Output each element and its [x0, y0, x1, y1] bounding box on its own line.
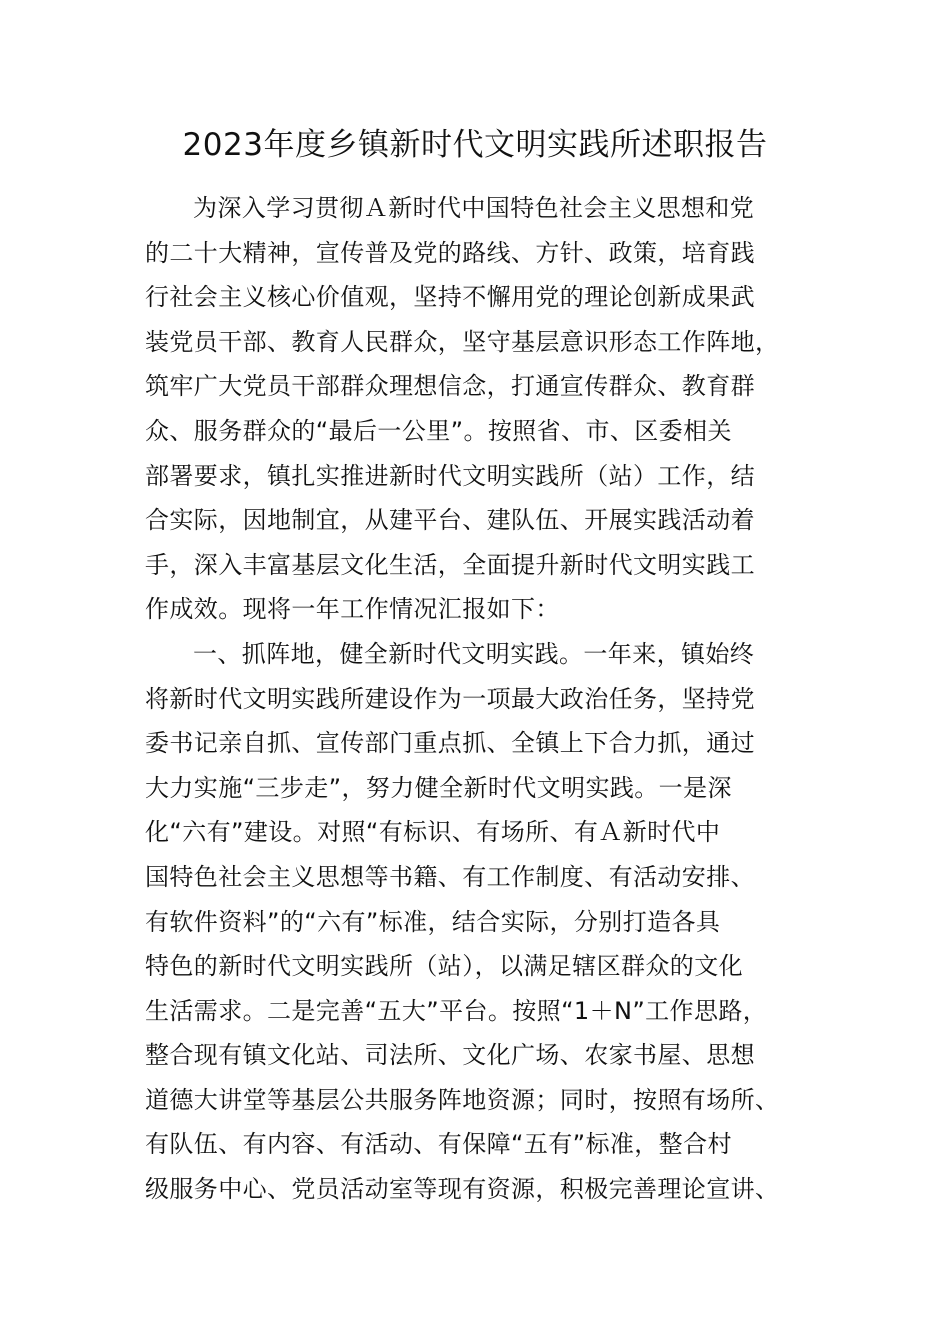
body-line: 特色的新时代文明实践所（站），以满足辖区群众的文化	[145, 952, 743, 981]
body-line: 化“六有”建设。对照“有标识、有场所、有Ａ新时代中	[145, 818, 721, 847]
body-line: 部署要求，镇扎实推进新时代文明实践所（站）工作，结	[145, 461, 755, 490]
body-line: 有软件资料”的“六有”标准，结合实际，分别打造各具	[145, 907, 721, 936]
body-line: 级服务中心、党员活动室等现有资源，积极完善理论宣讲、	[145, 1175, 780, 1204]
body-line: 手，深入丰富基层文化生活，全面提升新时代文明实践工	[145, 550, 755, 579]
body-line: 行社会主义核心价值观，坚持不懈用党的理论创新成果武	[145, 283, 755, 312]
body-line: 装党员干部、教育人民群众，坚守基层意识形态工作阵地，	[145, 327, 780, 356]
body-line: 众、服务群众的“最后一公里”。按照省、市、区委相关	[145, 416, 732, 445]
body-line: 将新时代文明实践所建设作为一项最大政治任务，坚持党	[145, 684, 755, 713]
body-line: 的二十大精神，宣传普及党的路线、方针、政策，培育践	[145, 238, 755, 267]
body-line: 为深入学习贯彻Ａ新时代中国特色社会主义思想和党	[193, 194, 755, 222]
body-line: 委书记亲自抓、宣传部门重点抓、全镇上下合力抓，通过	[145, 729, 755, 758]
document-body	[145, 186, 835, 1212]
body-line: 大力实施“三步走”，努力健全新时代文明实践。一是深	[145, 773, 732, 802]
body-line: 一、抓阵地，健全新时代文明实践。一年来，镇始终	[193, 639, 755, 668]
body-line: 道德大讲堂等基层公共服务阵地资源；同时，按照有场所、	[145, 1085, 780, 1114]
body-line: 国特色社会主义思想等书籍、有工作制度、有活动安排、	[145, 862, 755, 891]
document-title: 2023年度乡镇新时代文明实践所述职报告	[182, 127, 768, 163]
body-line: 合实际，因地制宜，从建平台、建队伍、开展实践活动着	[145, 506, 755, 535]
body-line: 作成效。现将一年工作情况汇报如下：	[145, 595, 560, 624]
body-line: 整合现有镇文化站、司法所、文化广场、农家书屋、思想	[145, 1041, 755, 1070]
body-line: 有队伍、有内容、有活动、有保障“五有”标准，整合村	[145, 1130, 732, 1159]
body-line: 生活需求。二是完善“五大”平台。按照“1＋N”工作思路，	[145, 996, 768, 1025]
body-line: 筑牢广大党员干部群众理想信念，打通宣传群众、教育群	[145, 372, 755, 401]
